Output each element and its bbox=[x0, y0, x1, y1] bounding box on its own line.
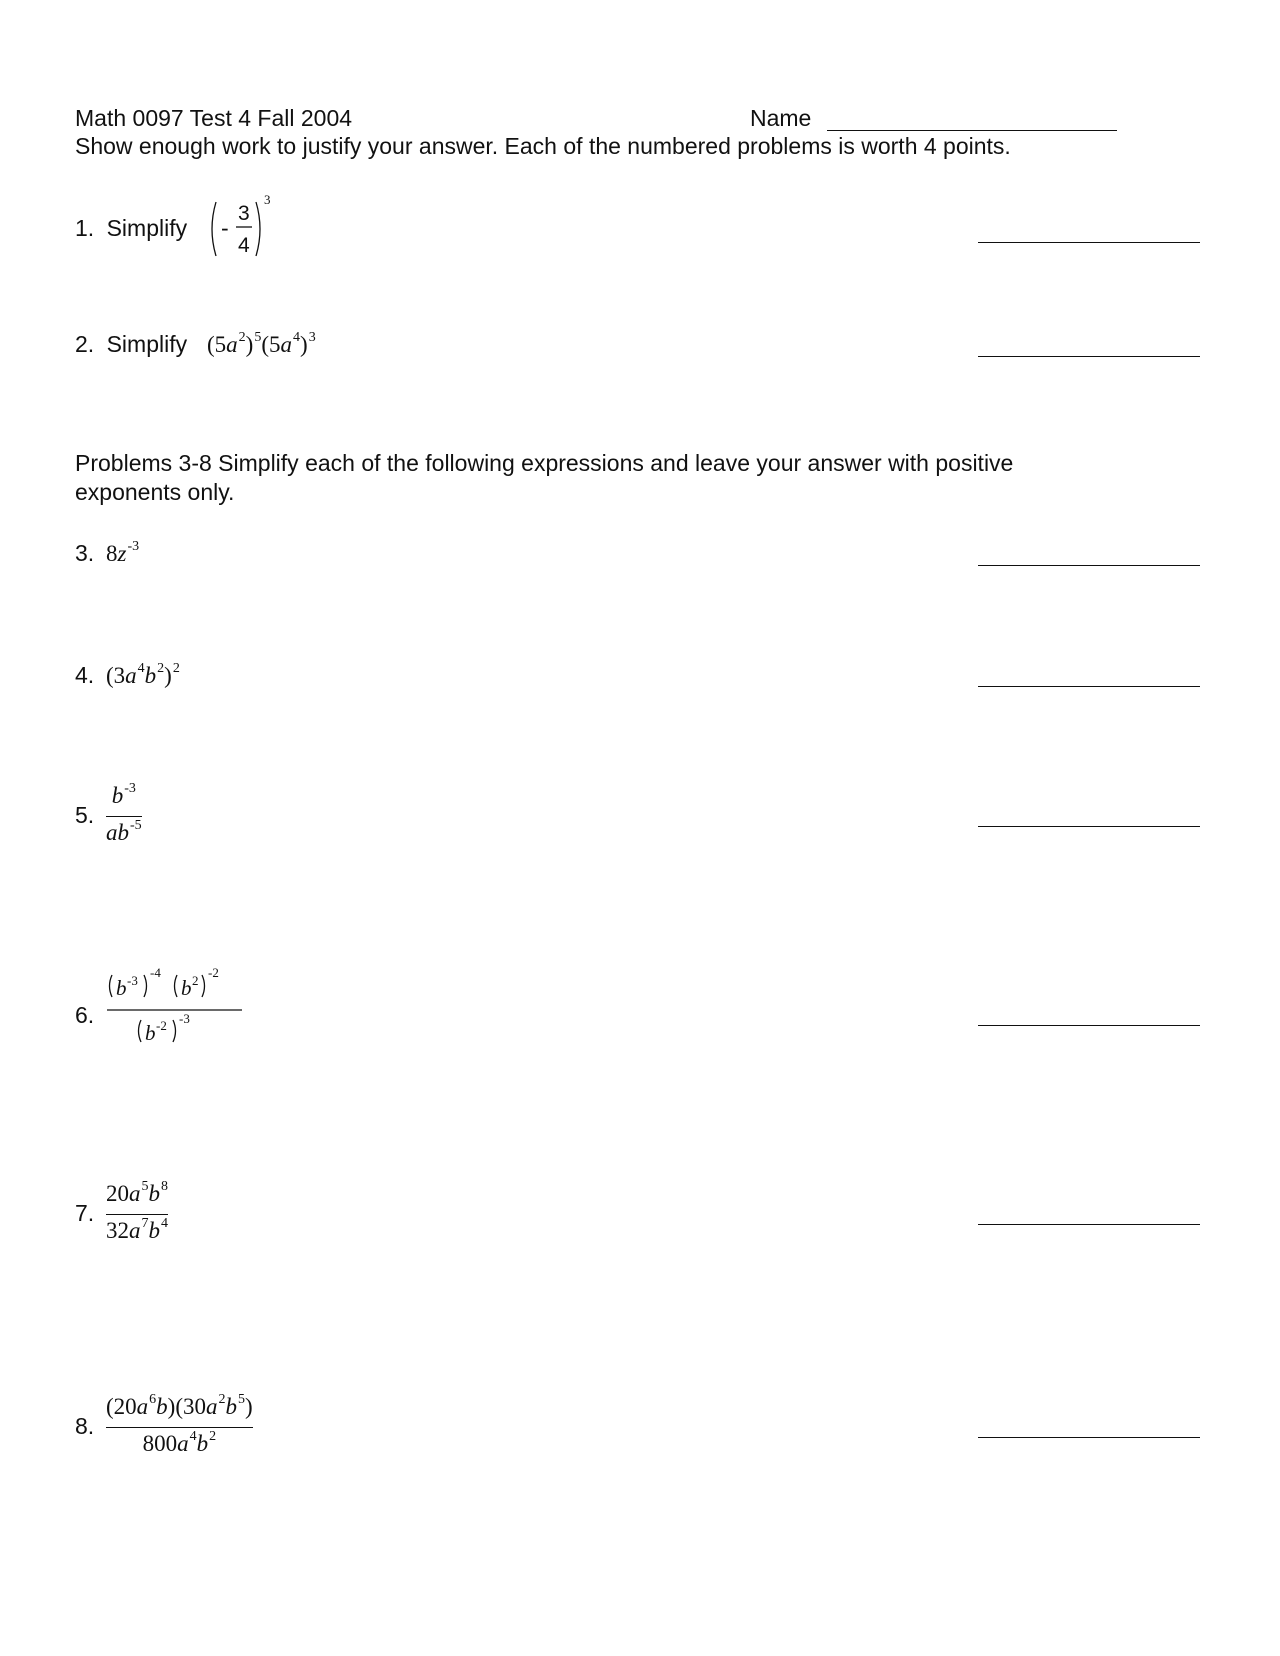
math-expression bbox=[104, 963, 244, 1059]
name-blank bbox=[827, 130, 1117, 131]
name-label: Name bbox=[750, 105, 812, 131]
problem-5-number: 5. bbox=[75, 802, 95, 828]
svg-text:b: b bbox=[181, 976, 192, 1000]
problem-5-expression bbox=[106, 783, 142, 850]
svg-text:3: 3 bbox=[238, 202, 250, 225]
answer-line-8 bbox=[978, 1437, 1200, 1438]
problem-6-expression bbox=[104, 963, 244, 1065]
svg-text:-: - bbox=[221, 215, 229, 241]
answer-line-7 bbox=[978, 1224, 1200, 1225]
problem-prefix: Simplify bbox=[106, 331, 188, 357]
answer-line-6 bbox=[978, 1025, 1200, 1026]
answer-line-1 bbox=[978, 242, 1200, 243]
svg-text:2: 2 bbox=[192, 973, 199, 988]
denominator: $ab^{-5}$ bbox=[106, 818, 142, 845]
svg-text:b: b bbox=[116, 976, 127, 1000]
svg-text:-4: -4 bbox=[150, 965, 161, 980]
answer-line-3 bbox=[978, 565, 1200, 566]
svg-text:-3: -3 bbox=[179, 1011, 190, 1026]
instructions: Show enough work to justify your answer. Each of the numbered problems is worth 4 points. bbox=[75, 133, 1011, 159]
answer-line-5 bbox=[978, 826, 1200, 827]
problem-2 bbox=[75, 331, 187, 358]
problem-2-expression: $(5a^2)^5(5a^4)^3$ bbox=[207, 330, 316, 357]
numerator: $(20a^6b)(30a^2b^5)$ bbox=[106, 1392, 253, 1419]
numerator: $b^{-3}$ bbox=[111, 781, 136, 808]
section-instructions-line2: exponents only. bbox=[75, 479, 235, 505]
fraction-bar bbox=[106, 1214, 168, 1215]
denominator: $800a^4b^2$ bbox=[142, 1429, 217, 1456]
fraction-bar bbox=[106, 1427, 253, 1428]
problem-3-expression: $8z^{-3}$ bbox=[106, 539, 140, 566]
svg-text:4: 4 bbox=[238, 234, 250, 257]
svg-text:-2: -2 bbox=[208, 965, 219, 980]
problem-6-number: 6. bbox=[75, 1002, 95, 1028]
problem-7-number: 7. bbox=[75, 1200, 95, 1226]
problem-3-number: 3. bbox=[75, 540, 95, 566]
section-instructions-line1: Problems 3-8 Simplify each of the following expressions and leave your answer with positive bbox=[75, 450, 1014, 476]
problem-8-expression bbox=[106, 1394, 253, 1461]
problem-1-expression bbox=[204, 194, 284, 264]
problem-number: 2. bbox=[75, 331, 95, 357]
problem-4-expression: $(3a^4b^2)^2$ bbox=[106, 661, 180, 688]
problem-1 bbox=[75, 215, 187, 242]
svg-text:b: b bbox=[145, 1021, 156, 1045]
test-title: Math 0097 Test 4 Fall 2004 bbox=[75, 105, 353, 131]
svg-text:3: 3 bbox=[264, 194, 271, 207]
denominator: $32a^7b^4$ bbox=[106, 1216, 168, 1243]
fraction-bar bbox=[106, 816, 142, 817]
problem-prefix: Simplify bbox=[106, 215, 188, 241]
svg-text:-3: -3 bbox=[127, 973, 138, 988]
math-expression bbox=[204, 194, 284, 264]
problem-8-number: 8. bbox=[75, 1413, 95, 1439]
svg-text:-2: -2 bbox=[156, 1018, 167, 1033]
answer-line-4 bbox=[978, 686, 1200, 687]
problem-7-expression bbox=[106, 1181, 168, 1248]
answer-line-2 bbox=[978, 356, 1200, 357]
problem-number: 1. bbox=[75, 215, 95, 241]
problem-4-number: 4. bbox=[75, 662, 95, 688]
numerator: $20a^5b^8$ bbox=[106, 1179, 168, 1206]
